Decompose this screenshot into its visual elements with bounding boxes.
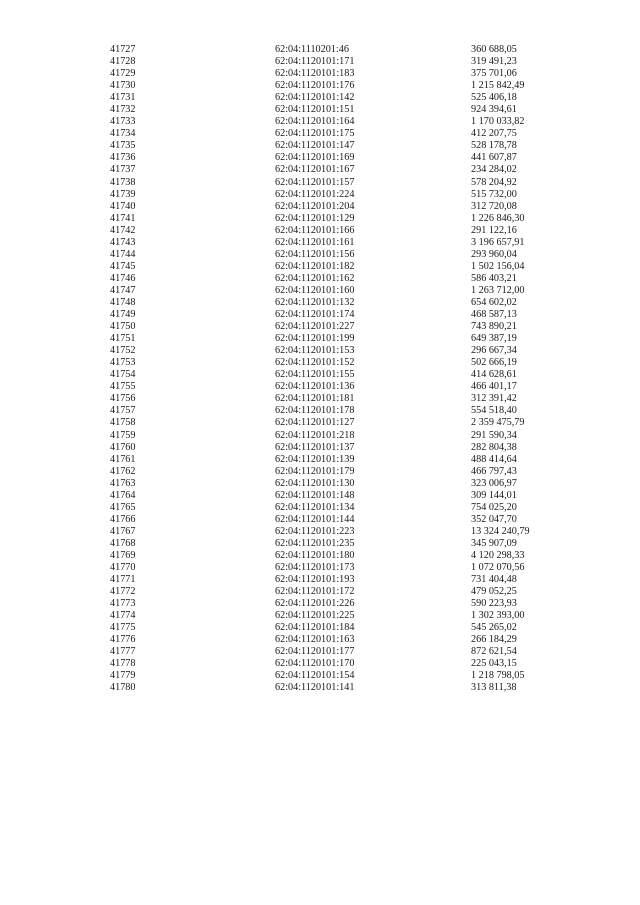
table-row <box>110 610 591 622</box>
row-number: 41729 <box>110 68 136 80</box>
cadastral-value: 1 226 846,30 <box>471 212 525 224</box>
table-row <box>110 442 591 454</box>
row-number: 41764 <box>110 489 136 501</box>
table-row <box>110 646 591 658</box>
table-row <box>110 164 591 176</box>
row-number: 41752 <box>110 345 136 357</box>
row-number: 41774 <box>110 610 136 622</box>
cadastral-number: 62:04:1120101:166 <box>275 224 355 236</box>
cadastral-number: 62:04:1120101:172 <box>275 586 355 598</box>
cadastral-value: 319 491,23 <box>471 56 517 68</box>
row-number: 41739 <box>110 188 136 200</box>
cadastral-value: 312 391,42 <box>471 393 517 405</box>
row-number: 41772 <box>110 586 136 598</box>
table-row <box>110 140 591 152</box>
table-row <box>110 273 591 285</box>
row-number: 41778 <box>110 658 136 670</box>
row-number: 41743 <box>110 236 136 248</box>
table-row <box>110 574 591 586</box>
cadastral-value: 586 403,21 <box>471 272 517 284</box>
cadastral-number: 62:04:1120101:224 <box>275 188 355 200</box>
cadastral-number: 62:04:1120101:184 <box>275 622 355 634</box>
cadastral-number: 62:04:1120101:225 <box>275 610 355 622</box>
cadastral-number: 62:04:1120101:173 <box>275 562 355 574</box>
row-number: 41736 <box>110 152 136 164</box>
table-row <box>110 598 591 610</box>
cadastral-value: 515 732,00 <box>471 188 517 200</box>
table-row <box>110 393 591 405</box>
table-row <box>110 454 591 466</box>
cadastral-number: 62:04:1120101:169 <box>275 152 355 164</box>
table-row <box>110 297 591 309</box>
cadastral-value: 590 223,93 <box>471 598 517 610</box>
cadastral-value: 468 587,13 <box>471 309 517 321</box>
cadastral-value: 466 797,43 <box>471 465 517 477</box>
cadastral-number: 62:04:1120101:134 <box>275 501 355 513</box>
cadastral-value: 466 401,17 <box>471 381 517 393</box>
cadastral-value: 1 215 842,49 <box>471 80 525 92</box>
row-number: 41734 <box>110 128 136 140</box>
cadastral-number: 62:04:1120101:148 <box>275 489 355 501</box>
row-number: 41727 <box>110 44 136 55</box>
row-number: 41766 <box>110 513 136 525</box>
cadastral-value: 754 025,20 <box>471 501 517 513</box>
cadastral-number: 62:04:1120101:155 <box>275 369 355 381</box>
table-row <box>110 285 591 297</box>
cadastral-number: 62:04:1120101:226 <box>275 598 355 610</box>
cadastral-value: 502 666,19 <box>471 357 517 369</box>
table-row <box>110 417 591 429</box>
cadastral-value: 291 590,34 <box>471 429 517 441</box>
cadastral-value: 352 047,70 <box>471 513 517 525</box>
table-row <box>110 68 591 80</box>
table-body <box>110 44 591 695</box>
row-number: 41780 <box>110 682 136 694</box>
table-row <box>110 658 591 670</box>
cadastral-number: 62:04:1120101:182 <box>275 260 355 272</box>
cadastral-value-table <box>110 44 591 695</box>
cadastral-number: 62:04:1120101:164 <box>275 116 355 128</box>
row-number: 41756 <box>110 393 136 405</box>
row-number: 41728 <box>110 56 136 68</box>
cadastral-value: 488 414,64 <box>471 453 517 465</box>
cadastral-number: 62:04:1120101:156 <box>275 248 355 260</box>
row-number: 41757 <box>110 405 136 417</box>
cadastral-number: 62:04:1120101:204 <box>275 200 355 212</box>
cadastral-number: 62:04:1120101:161 <box>275 236 355 248</box>
row-number: 41760 <box>110 441 136 453</box>
cadastral-value: 525 406,18 <box>471 92 517 104</box>
table-row <box>110 116 591 128</box>
table-row <box>110 345 591 357</box>
cadastral-number: 62:04:1120101:218 <box>275 429 355 441</box>
table-row <box>110 225 591 237</box>
row-number: 41750 <box>110 321 136 333</box>
cadastral-number: 62:04:1120101:227 <box>275 321 355 333</box>
row-number: 41751 <box>110 333 136 345</box>
row-number: 41773 <box>110 598 136 610</box>
row-number: 41765 <box>110 501 136 513</box>
cadastral-value: 312 720,08 <box>471 200 517 212</box>
table-row <box>110 201 591 213</box>
cadastral-number: 62:04:1120101:141 <box>275 682 355 694</box>
cadastral-number: 62:04:1120101:183 <box>275 68 355 80</box>
cadastral-number: 62:04:1120101:170 <box>275 658 355 670</box>
row-number: 41735 <box>110 140 136 152</box>
row-number: 41769 <box>110 549 136 561</box>
cadastral-value: 479 052,25 <box>471 586 517 598</box>
cadastral-number: 62:04:1110201:46 <box>275 44 349 55</box>
cadastral-value: 225 043,15 <box>471 658 517 670</box>
cadastral-number: 62:04:1120101:180 <box>275 549 355 561</box>
cadastral-value: 924 394,61 <box>471 104 517 116</box>
row-number: 41738 <box>110 176 136 188</box>
row-number: 41737 <box>110 164 136 176</box>
row-number: 41768 <box>110 537 136 549</box>
cadastral-number: 62:04:1120101:177 <box>275 646 355 658</box>
row-number: 41755 <box>110 381 136 393</box>
cadastral-number: 62:04:1120101:167 <box>275 164 355 176</box>
cadastral-number: 62:04:1120101:136 <box>275 381 355 393</box>
table-row <box>110 237 591 249</box>
table-row <box>110 92 591 104</box>
table-row <box>110 309 591 321</box>
cadastral-number: 62:04:1120101:142 <box>275 92 355 104</box>
cadastral-number: 62:04:1120101:152 <box>275 357 355 369</box>
cadastral-value: 649 387,19 <box>471 333 517 345</box>
cadastral-value: 441 607,87 <box>471 152 517 164</box>
cadastral-value: 291 122,16 <box>471 224 517 236</box>
row-number: 41761 <box>110 453 136 465</box>
cadastral-value: 3 196 657,91 <box>471 236 525 248</box>
table-row <box>110 550 591 562</box>
table-row <box>110 670 591 682</box>
cadastral-number: 62:04:1120101:144 <box>275 513 355 525</box>
row-number: 41746 <box>110 272 136 284</box>
cadastral-value: 313 811,38 <box>471 682 517 694</box>
cadastral-value: 375 701,06 <box>471 68 517 80</box>
table-row <box>110 369 591 381</box>
table-row <box>110 44 591 56</box>
cadastral-value: 2 359 475,79 <box>471 417 525 429</box>
cadastral-value: 234 284,02 <box>471 164 517 176</box>
row-number: 41777 <box>110 646 136 658</box>
cadastral-value: 309 144,01 <box>471 489 517 501</box>
table-row <box>110 104 591 116</box>
row-number: 41776 <box>110 634 136 646</box>
row-number: 41749 <box>110 309 136 321</box>
row-number: 41762 <box>110 465 136 477</box>
row-number: 41771 <box>110 574 136 586</box>
table-row <box>110 586 591 598</box>
cadastral-number: 62:04:1120101:154 <box>275 670 355 682</box>
row-number: 41730 <box>110 80 136 92</box>
cadastral-number: 62:04:1120101:139 <box>275 453 355 465</box>
cadastral-value: 654 602,02 <box>471 296 517 308</box>
cadastral-number: 62:04:1120101:130 <box>275 477 355 489</box>
row-number: 41758 <box>110 417 136 429</box>
cadastral-number: 62:04:1120101:235 <box>275 537 355 549</box>
row-number: 41775 <box>110 622 136 634</box>
table-row <box>110 514 591 526</box>
row-number: 41740 <box>110 200 136 212</box>
table-row <box>110 526 591 538</box>
cadastral-value: 554 518,40 <box>471 405 517 417</box>
table-row <box>110 213 591 225</box>
cadastral-value: 282 804,38 <box>471 441 517 453</box>
table-row <box>110 128 591 140</box>
cadastral-number: 62:04:1120101:181 <box>275 393 355 405</box>
table-row <box>110 490 591 502</box>
cadastral-number: 62:04:1120101:132 <box>275 296 355 308</box>
cadastral-value: 412 207,75 <box>471 128 517 140</box>
cadastral-number: 62:04:1120101:175 <box>275 128 355 140</box>
row-number: 41747 <box>110 284 136 296</box>
cadastral-number: 62:04:1120101:151 <box>275 104 355 116</box>
cadastral-value: 731 404,48 <box>471 574 517 586</box>
row-number: 41733 <box>110 116 136 128</box>
row-number: 41732 <box>110 104 136 116</box>
table-row <box>110 333 591 345</box>
cadastral-value: 296 667,34 <box>471 345 517 357</box>
row-number: 41759 <box>110 429 136 441</box>
cadastral-value: 1 072 070,56 <box>471 562 525 574</box>
cadastral-value: 1 170 033,82 <box>471 116 525 128</box>
table-row <box>110 261 591 273</box>
table-row <box>110 634 591 646</box>
cadastral-number: 62:04:1120101:199 <box>275 333 355 345</box>
table-row <box>110 80 591 92</box>
cadastral-number: 62:04:1120101:176 <box>275 80 355 92</box>
row-number: 41745 <box>110 260 136 272</box>
row-number: 41731 <box>110 92 136 104</box>
cadastral-value: 1 263 712,00 <box>471 284 525 296</box>
cadastral-value: 872 621,54 <box>471 646 517 658</box>
row-number: 41767 <box>110 525 136 537</box>
cadastral-number: 62:04:1120101:178 <box>275 405 355 417</box>
cadastral-value: 293 960,04 <box>471 248 517 260</box>
row-number: 41754 <box>110 369 136 381</box>
cadastral-number: 62:04:1120101:137 <box>275 441 355 453</box>
cadastral-number: 62:04:1120101:129 <box>275 212 355 224</box>
table-row <box>110 405 591 417</box>
row-number: 41753 <box>110 357 136 369</box>
table-row <box>110 321 591 333</box>
cadastral-value: 1 218 798,05 <box>471 670 525 682</box>
cadastral-value: 545 265,02 <box>471 622 517 634</box>
cadastral-value: 743 890,21 <box>471 321 517 333</box>
cadastral-number: 62:04:1120101:127 <box>275 417 355 429</box>
table-row <box>110 177 591 189</box>
table-row <box>110 56 591 68</box>
table-row <box>110 502 591 514</box>
row-number: 41779 <box>110 670 136 682</box>
table-row <box>110 357 591 369</box>
cadastral-number: 62:04:1120101:179 <box>275 465 355 477</box>
cadastral-number: 62:04:1120101:147 <box>275 140 355 152</box>
cadastral-number: 62:04:1120101:223 <box>275 525 355 537</box>
table-row <box>110 430 591 442</box>
cadastral-number: 62:04:1120101:153 <box>275 345 355 357</box>
row-number: 41741 <box>110 212 136 224</box>
cadastral-number: 62:04:1120101:163 <box>275 634 355 646</box>
cadastral-number: 62:04:1120101:162 <box>275 272 355 284</box>
table-row <box>110 152 591 164</box>
cadastral-value: 1 302 393,00 <box>471 610 525 622</box>
table-row <box>110 381 591 393</box>
table-row <box>110 538 591 550</box>
row-number: 41742 <box>110 224 136 236</box>
table-row <box>110 249 591 261</box>
row-number: 41763 <box>110 477 136 489</box>
cadastral-value: 360 688,05 <box>471 44 517 55</box>
cadastral-value: 4 120 298,33 <box>471 549 525 561</box>
row-number: 41748 <box>110 296 136 308</box>
table-row <box>110 622 591 634</box>
cadastral-value: 414 628,61 <box>471 369 517 381</box>
cadastral-number: 62:04:1120101:193 <box>275 574 355 586</box>
table-row <box>110 478 591 490</box>
table-row <box>110 189 591 201</box>
table-row <box>110 682 591 694</box>
cadastral-number: 62:04:1120101:157 <box>275 176 355 188</box>
cadastral-value: 13 324 240,79 <box>471 525 530 537</box>
row-number: 41744 <box>110 248 136 260</box>
cadastral-number: 62:04:1120101:174 <box>275 309 355 321</box>
cadastral-value: 323 006,97 <box>471 477 517 489</box>
table-row <box>110 466 591 478</box>
cadastral-value: 1 502 156,04 <box>471 260 525 272</box>
cadastral-value: 345 907,09 <box>471 537 517 549</box>
table-row <box>110 562 591 574</box>
cadastral-number: 62:04:1120101:160 <box>275 284 355 296</box>
row-number: 41770 <box>110 562 136 574</box>
cadastral-value: 266 184,29 <box>471 634 517 646</box>
cadastral-value: 528 178,78 <box>471 140 517 152</box>
cadastral-number: 62:04:1120101:171 <box>275 56 355 68</box>
cadastral-value: 578 204,92 <box>471 176 517 188</box>
